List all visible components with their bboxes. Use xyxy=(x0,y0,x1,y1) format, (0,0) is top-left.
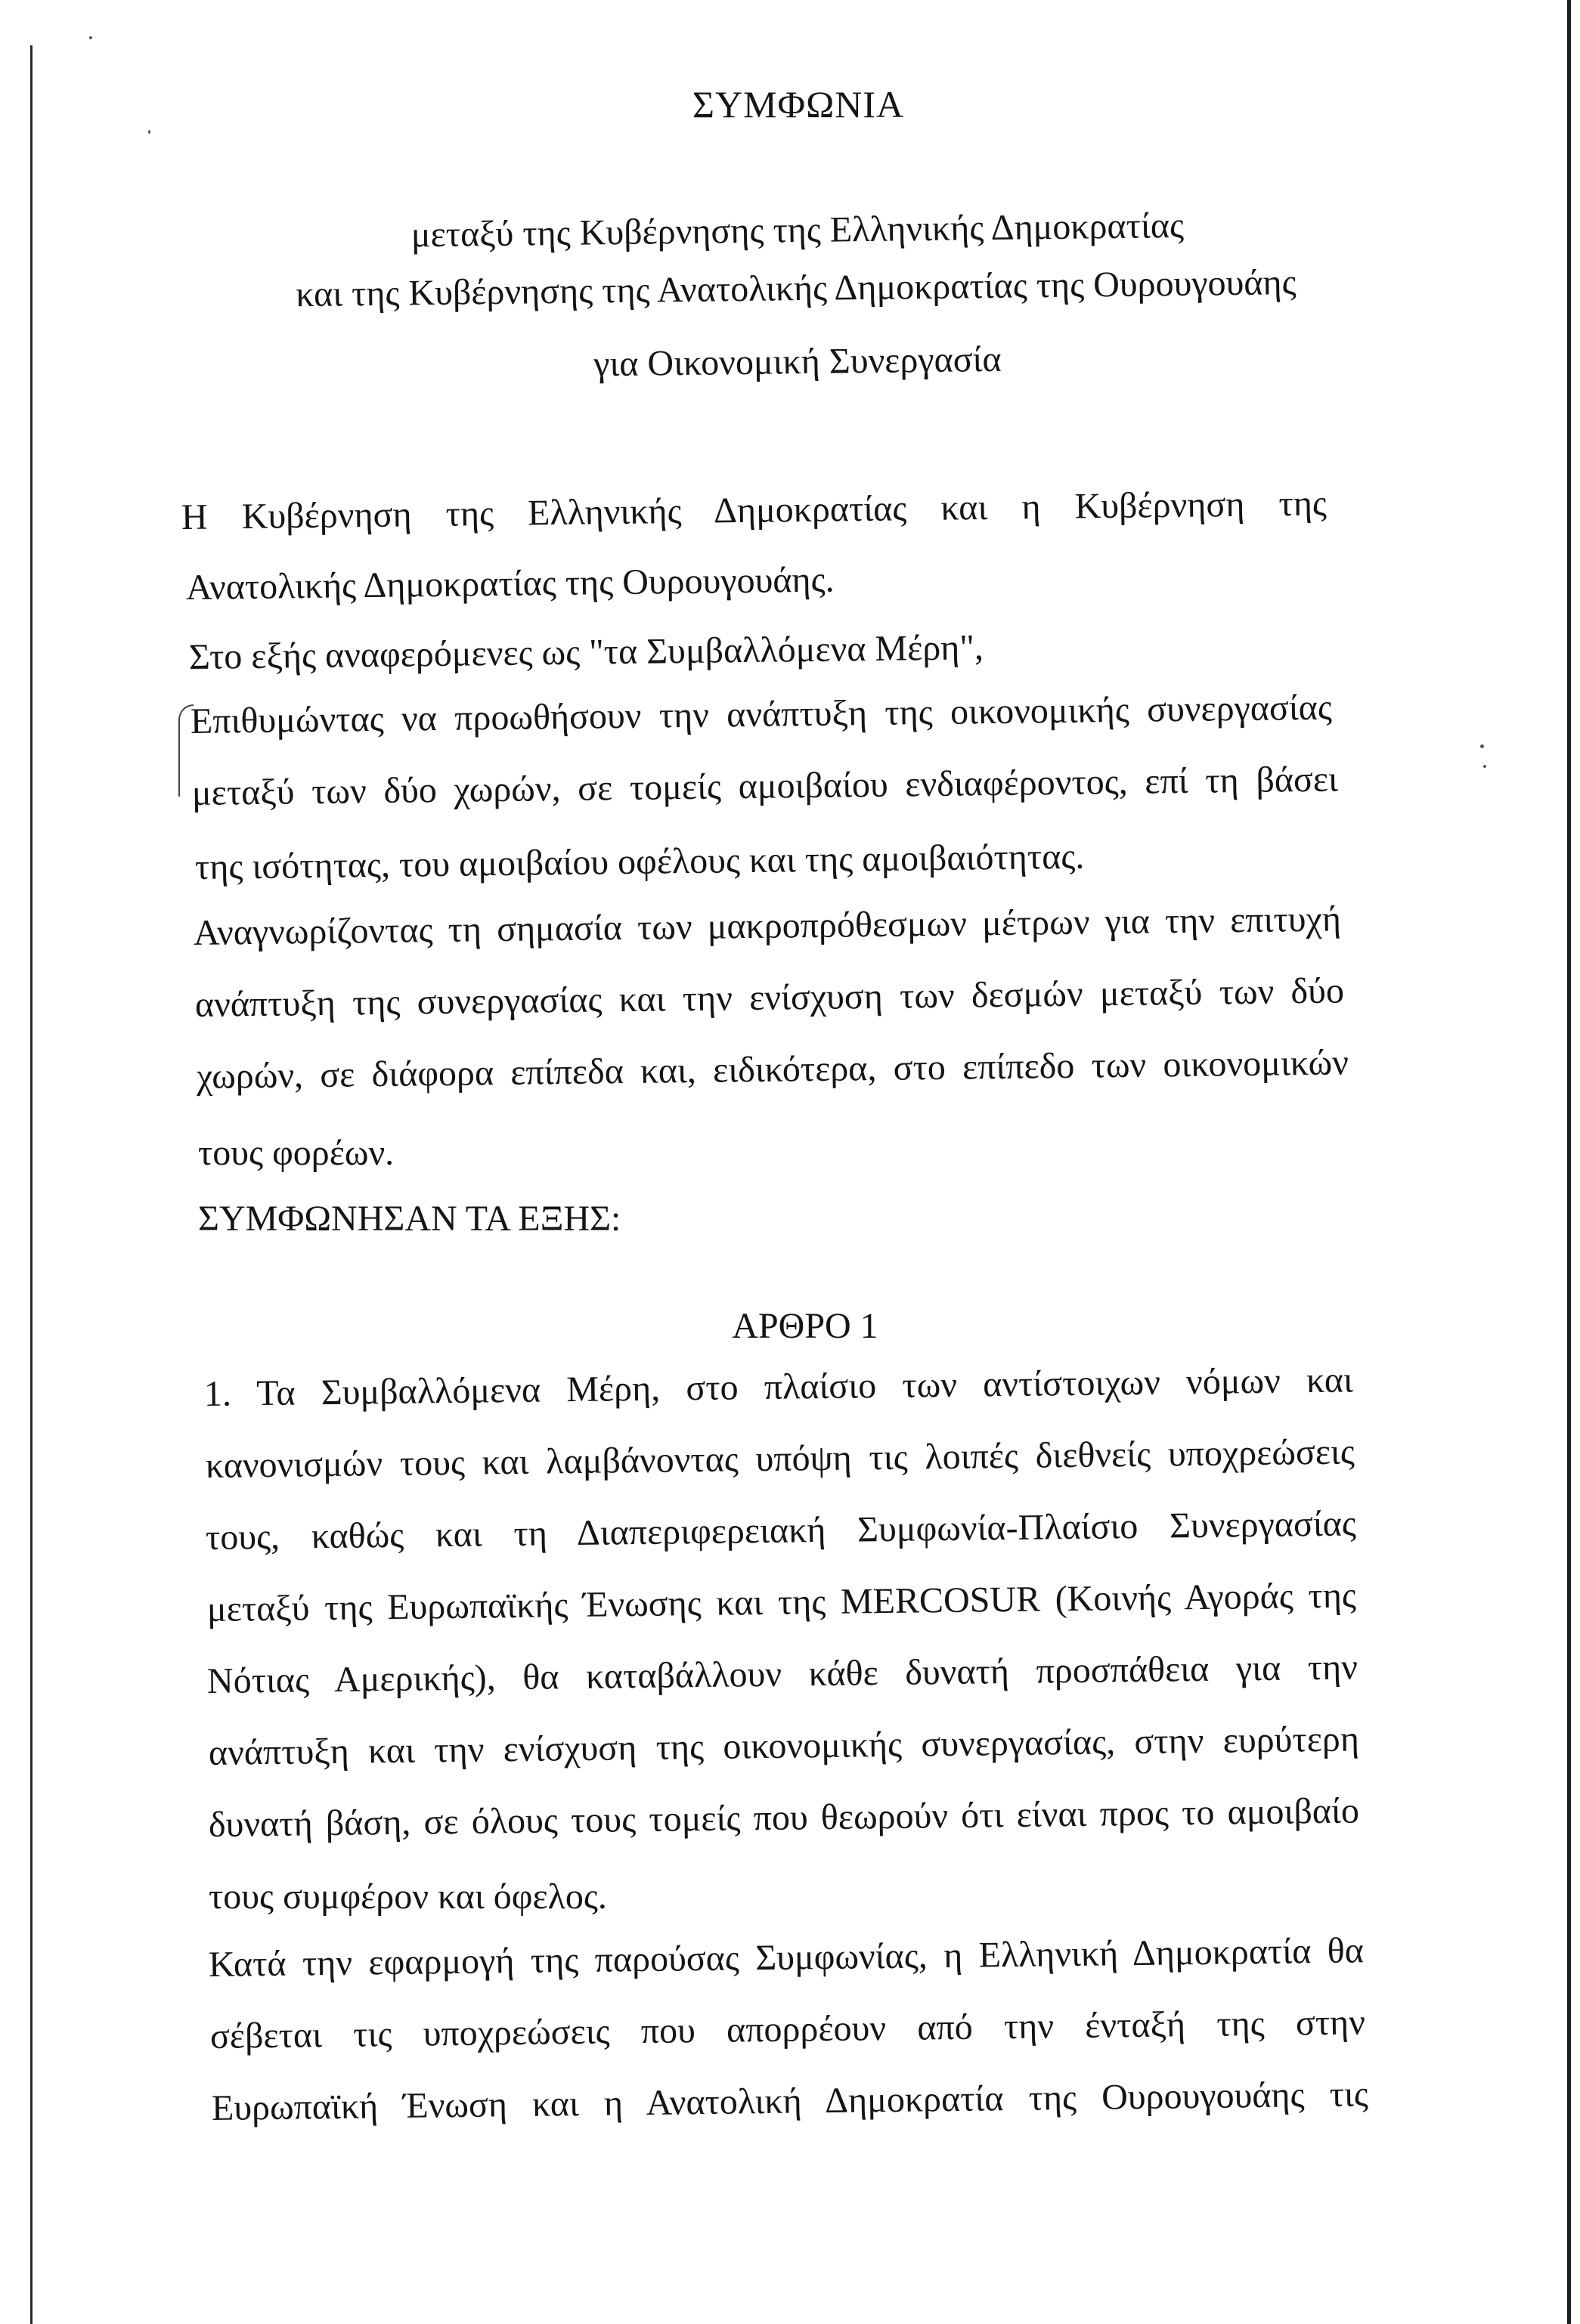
article-1-para-1-line-7: δυνατή βάση, σε όλους τους τομείς που θεωρούν ότι είναι προς το αμοιβαίο xyxy=(208,1790,1360,1845)
subtitle-line-2: και της Κυβέρνησης της Ανατολικής Δημοκρατίας της Ουρουγουάης xyxy=(295,262,1297,315)
preamble-line-1: Η Κυβέρνηση της Ελληνικής Δημοκρατίας και η Κυβέρνηση της xyxy=(181,483,1328,537)
scan-speck xyxy=(148,130,150,134)
subtitle-line-3: για Οικονομική Συνεργασία xyxy=(593,339,1002,385)
article-1-para-1-line-8: τους συμφέρον και όφελος. xyxy=(209,1877,607,1917)
agreed-heading: ΣΥΜΦΩΝΗΣΑΝ ΤΑ ΕΞΗΣ: xyxy=(198,1199,621,1239)
subtitle-line-1: μεταξύ της Κυβέρνησης της Ελληνικής Δημοκρατίας xyxy=(410,205,1185,255)
article-1-para-1-line-2: κανονισμών τους και λαμβάνοντας υπόψη τις λοιπές διεθνείς υποχρεώσεις xyxy=(205,1431,1355,1486)
preamble-line-5: μεταξύ των δύο χωρών, σε τομείς αμοιβαίου ενδιαφέροντος, επί τη βάσει xyxy=(191,759,1339,813)
preamble-line-8: ανάπτυξη της συνεργασίας και την ενίσχυση των δεσμών μεταξύ των δύο xyxy=(194,970,1345,1025)
scan-speck xyxy=(89,36,92,39)
preamble-line-4: Επιθυμώντας να προωθήσουν την ανάπτυξη της οικονομικής συνεργασίας xyxy=(190,687,1333,741)
preamble-line-2: Ανατολικής Δημοκρατίας της Ουρουγουάης. xyxy=(185,559,835,608)
preamble-line-3: Στο εξής αναφερόμενες ως "τα Συμβαλλόμενα Μέρη", xyxy=(188,627,984,677)
article-1-para-2-line-3: Ευρωπαϊκή Ένωση και η Ανατολική Δημοκρατία της Ουρουγουάης τις xyxy=(211,2074,1369,2128)
preamble-line-10: τους φορέων. xyxy=(198,1133,395,1173)
article-1-para-1-line-6: ανάπτυξη και την ενίσχυση της οικονομικής συνεργασίας, στην ευρύτερη xyxy=(208,1719,1360,1773)
preamble-line-6: της ισότητας, του αμοιβαίου οφέλους και της αμοιβαιότητας. xyxy=(194,836,1085,887)
scan-speck xyxy=(1480,744,1484,748)
article-1-para-2-line-1: Κατά την εφαρμογή της παρούσας Συμφωνίας, η Ελληνική Δημοκρατία θα xyxy=(208,1930,1365,1985)
article-1-para-2-line-2: σέβεται τις υποχρεώσεις που απορρέουν από την ένταξή της στην xyxy=(209,2002,1366,2056)
preamble-line-7: Αναγνωρίζοντας τη σημασία των μακροπρόθεσμων μέτρων για την επιτυχή xyxy=(193,899,1342,953)
article-1-para-1-line-5: Νότιας Αμερικής), θα καταβάλλουν κάθε δυνατή προσπάθεια για την xyxy=(206,1647,1358,1701)
article-1-para-1-line-3: τους, καθώς και τη Διαπεριφερειακή Συμφωνία-Πλαίσιο Συνεργασίας xyxy=(205,1503,1357,1558)
preamble-line-9: χωρών, σε διάφορα επίπεδα και, ειδικότερα, στο επίπεδο των οικονομικών xyxy=(196,1042,1349,1097)
article-1-para-1-line-1: 1. Τα Συμβαλλόμενα Μέρη, στο πλαίσιο των αντίστοιχων νόμων και xyxy=(203,1360,1354,1414)
scan-speck xyxy=(1483,765,1486,768)
article-1-para-1-line-4: μεταξύ της Ευρωπαϊκής Ένωσης και της MERCOSUR (Κοινής Αγοράς της xyxy=(206,1575,1357,1629)
document-title: ΣΥΜΦΩΝΙΑ xyxy=(692,83,905,125)
article-1-heading: ΑΡΘΡΟ 1 xyxy=(732,1306,878,1346)
